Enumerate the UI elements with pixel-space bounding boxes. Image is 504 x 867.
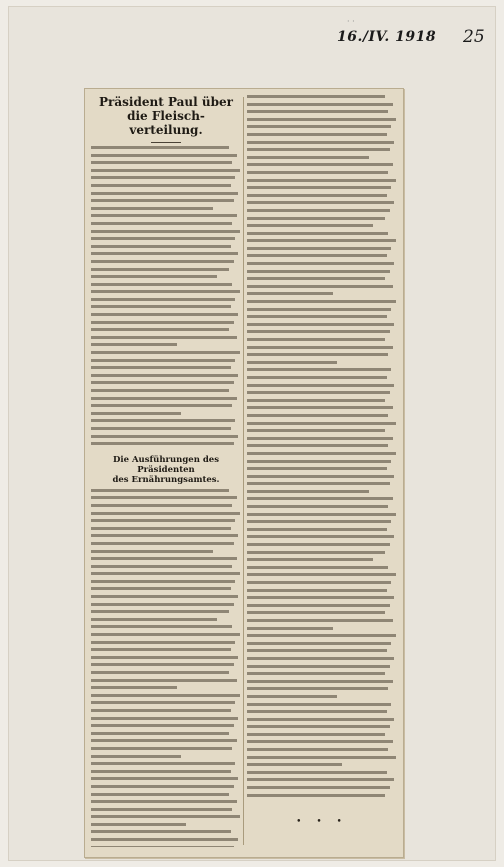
text-line-placeholder — [247, 406, 393, 409]
column-divider — [243, 97, 244, 845]
article-text-block — [247, 429, 397, 801]
headline-rule — [151, 142, 181, 143]
text-line-placeholder — [247, 95, 385, 98]
text-line-placeholder — [91, 283, 232, 286]
text-line-placeholder — [91, 679, 237, 682]
text-line-placeholder — [247, 695, 337, 698]
text-line-placeholder — [247, 133, 387, 136]
text-line-placeholder — [91, 268, 229, 271]
text-line-placeholder — [247, 125, 391, 128]
text-line-placeholder — [247, 581, 391, 584]
text-line-placeholder — [91, 389, 229, 392]
text-line-placeholder — [91, 701, 235, 704]
text-line-placeholder — [247, 247, 391, 250]
text-line-placeholder — [247, 156, 369, 159]
text-line-placeholder — [247, 763, 342, 766]
article-end-marks: • • • — [296, 817, 348, 827]
text-line-placeholder — [91, 686, 177, 689]
text-line-placeholder — [247, 604, 390, 607]
text-line-placeholder — [247, 179, 396, 182]
text-line-placeholder — [247, 535, 394, 538]
handwritten-page-number: 25 — [463, 27, 485, 47]
text-line-placeholder — [91, 427, 231, 430]
text-line-placeholder — [91, 252, 238, 255]
text-line-placeholder — [247, 277, 385, 280]
text-line-placeholder — [247, 482, 390, 485]
text-line-placeholder — [91, 207, 213, 210]
text-line-placeholder — [91, 534, 238, 537]
text-line-placeholder — [247, 361, 337, 364]
text-line-placeholder — [91, 496, 237, 499]
text-line-placeholder — [247, 725, 390, 728]
text-line-placeholder — [247, 665, 390, 668]
text-line-placeholder — [247, 573, 396, 576]
text-line-placeholder — [247, 376, 387, 379]
text-line-placeholder — [247, 391, 390, 394]
text-line-placeholder — [247, 611, 385, 614]
text-line-placeholder — [91, 641, 235, 644]
text-line-placeholder — [247, 642, 391, 645]
text-line-placeholder — [247, 475, 394, 478]
text-line-placeholder — [91, 618, 217, 621]
text-line-placeholder — [247, 444, 388, 447]
text-line-placeholder — [247, 467, 387, 470]
text-line-placeholder — [247, 756, 396, 759]
text-line-placeholder — [247, 239, 396, 242]
text-line-placeholder — [91, 777, 238, 780]
text-line-placeholder — [91, 154, 237, 157]
text-line-placeholder — [247, 657, 394, 660]
text-line-placeholder — [247, 148, 390, 151]
text-line-placeholder — [91, 489, 229, 492]
text-line-placeholder — [91, 785, 234, 788]
text-line-placeholder — [91, 846, 234, 847]
text-line-placeholder — [247, 330, 390, 333]
text-line-placeholder — [91, 222, 232, 225]
text-line-placeholder — [91, 237, 235, 240]
text-line-placeholder — [91, 404, 232, 407]
text-line-placeholder — [91, 260, 234, 263]
text-line-placeholder — [91, 321, 234, 324]
text-line-placeholder — [91, 336, 237, 339]
handwritten-date: 16./IV. 1918 — [337, 29, 437, 45]
text-line-placeholder — [247, 786, 390, 789]
article-column-right — [247, 95, 397, 847]
article-text-block — [247, 95, 397, 429]
text-line-placeholder — [247, 437, 393, 440]
text-line-placeholder — [91, 419, 235, 422]
text-line-placeholder — [247, 551, 385, 554]
text-line-placeholder — [91, 823, 186, 826]
text-line-placeholder — [247, 399, 385, 402]
text-line-placeholder — [247, 490, 369, 493]
text-line-placeholder — [91, 412, 181, 415]
text-line-placeholder — [91, 397, 237, 400]
text-line-placeholder — [247, 778, 394, 781]
article-subheading: Die Ausführungen des Präsidenten des Ernährungsamtes. — [112, 454, 220, 485]
text-line-placeholder — [91, 161, 232, 164]
text-line-placeholder — [247, 627, 333, 630]
text-line-placeholder — [91, 351, 240, 354]
text-line-placeholder — [91, 732, 229, 735]
text-line-placeholder — [247, 710, 387, 713]
text-line-placeholder — [247, 558, 373, 561]
text-line-placeholder — [91, 519, 235, 522]
text-line-placeholder — [247, 300, 396, 303]
text-line-placeholder — [247, 740, 393, 743]
text-line-placeholder — [247, 513, 396, 516]
text-line-placeholder — [247, 596, 394, 599]
text-line-placeholder — [91, 527, 231, 530]
text-line-placeholder — [247, 505, 388, 508]
text-line-placeholder — [91, 366, 231, 369]
text-line-placeholder — [247, 771, 387, 774]
text-line-placeholder — [247, 224, 373, 227]
text-line-placeholder — [91, 580, 235, 583]
article-text-block — [91, 146, 241, 450]
text-line-placeholder — [247, 346, 393, 349]
text-line-placeholder — [91, 557, 237, 560]
text-line-placeholder — [91, 709, 231, 712]
text-line-placeholder — [247, 680, 393, 683]
text-line-placeholder — [247, 687, 388, 690]
text-line-placeholder — [247, 703, 391, 706]
text-line-placeholder — [247, 338, 385, 341]
text-line-placeholder — [91, 603, 234, 606]
text-line-placeholder — [247, 254, 387, 257]
text-line-placeholder — [91, 199, 234, 202]
text-line-placeholder — [91, 512, 240, 515]
text-line-placeholder — [247, 270, 390, 273]
text-line-placeholder — [247, 308, 391, 311]
text-line-placeholder — [91, 815, 240, 818]
text-line-placeholder — [91, 770, 231, 773]
text-line-placeholder — [91, 442, 234, 445]
text-line-placeholder — [247, 171, 388, 174]
text-line-placeholder — [91, 374, 238, 377]
text-line-placeholder — [91, 305, 231, 308]
text-line-placeholder — [91, 381, 234, 384]
newspaper-clipping — [84, 88, 404, 858]
text-line-placeholder — [91, 328, 229, 331]
text-line-placeholder — [91, 663, 234, 666]
text-line-placeholder — [91, 192, 238, 195]
text-line-placeholder — [91, 214, 237, 217]
text-line-placeholder — [247, 315, 387, 318]
text-line-placeholder — [91, 146, 229, 149]
text-line-placeholder — [91, 169, 240, 172]
text-line-placeholder — [91, 298, 235, 301]
text-line-placeholder — [247, 368, 391, 371]
text-line-placeholder — [247, 718, 394, 721]
text-line-placeholder — [91, 724, 234, 727]
text-line-placeholder — [247, 186, 391, 189]
article-column-left — [91, 95, 241, 847]
text-line-placeholder — [91, 755, 181, 758]
text-line-placeholder — [247, 649, 387, 652]
text-line-placeholder — [247, 285, 393, 288]
text-line-placeholder — [91, 542, 234, 545]
text-line-placeholder — [91, 595, 238, 598]
text-line-placeholder — [91, 275, 217, 278]
text-line-placeholder — [91, 290, 240, 293]
text-line-placeholder — [91, 808, 232, 811]
text-line-placeholder — [91, 572, 240, 575]
article-headline: Präsident Paul über die Fleisch- verteilung. — [99, 95, 233, 137]
text-line-placeholder — [247, 429, 385, 432]
text-line-placeholder — [91, 587, 231, 590]
text-line-placeholder — [247, 566, 388, 569]
article-text-block — [91, 489, 241, 847]
text-line-placeholder — [247, 733, 385, 736]
text-line-placeholder — [91, 830, 231, 833]
text-line-placeholder — [91, 245, 231, 248]
text-line-placeholder — [91, 800, 237, 803]
text-line-placeholder — [247, 292, 333, 295]
text-line-placeholder — [247, 163, 393, 166]
text-line-placeholder — [91, 184, 231, 187]
text-line-placeholder — [91, 610, 229, 613]
text-line-placeholder — [91, 176, 235, 179]
text-line-placeholder — [247, 110, 388, 113]
text-line-placeholder — [91, 625, 232, 628]
text-line-placeholder — [247, 414, 388, 417]
text-line-placeholder — [91, 656, 238, 659]
text-line-placeholder — [91, 230, 240, 233]
text-line-placeholder — [247, 672, 385, 675]
text-line-placeholder — [91, 633, 240, 636]
text-line-placeholder — [247, 103, 393, 106]
text-line-placeholder — [247, 520, 391, 523]
text-line-placeholder — [247, 217, 385, 220]
text-line-placeholder — [247, 201, 394, 204]
text-line-placeholder — [247, 194, 387, 197]
text-line-placeholder — [247, 634, 396, 637]
text-line-placeholder — [247, 543, 390, 546]
text-line-placeholder — [91, 838, 238, 841]
text-line-placeholder — [247, 384, 394, 387]
text-line-placeholder — [91, 648, 231, 651]
text-line-placeholder — [247, 619, 393, 622]
text-line-placeholder — [91, 793, 229, 796]
text-line-placeholder — [91, 435, 238, 438]
text-line-placeholder — [247, 528, 387, 531]
text-line-placeholder — [247, 118, 396, 121]
text-line-placeholder — [91, 739, 237, 742]
text-line-placeholder — [247, 794, 385, 797]
text-line-placeholder — [247, 748, 388, 751]
text-line-placeholder — [247, 497, 393, 500]
text-line-placeholder — [91, 504, 232, 507]
text-line-placeholder — [247, 353, 388, 356]
text-line-placeholder — [91, 671, 229, 674]
text-line-placeholder — [91, 343, 177, 346]
text-line-placeholder — [91, 565, 232, 568]
text-line-placeholder — [247, 209, 390, 212]
text-line-placeholder — [91, 359, 235, 362]
text-line-placeholder — [247, 460, 391, 463]
text-line-placeholder — [247, 422, 396, 425]
text-line-placeholder — [247, 452, 396, 455]
text-line-placeholder — [91, 717, 238, 720]
text-line-placeholder — [91, 694, 240, 697]
text-line-placeholder — [91, 550, 213, 553]
faint-stamp: · · — [347, 17, 355, 26]
text-line-placeholder — [247, 141, 394, 144]
text-line-placeholder — [91, 762, 235, 765]
text-line-placeholder — [247, 232, 388, 235]
text-line-placeholder — [91, 313, 238, 316]
text-line-placeholder — [91, 747, 232, 750]
text-line-placeholder — [247, 323, 394, 326]
text-line-placeholder — [247, 589, 387, 592]
text-line-placeholder — [247, 262, 394, 265]
